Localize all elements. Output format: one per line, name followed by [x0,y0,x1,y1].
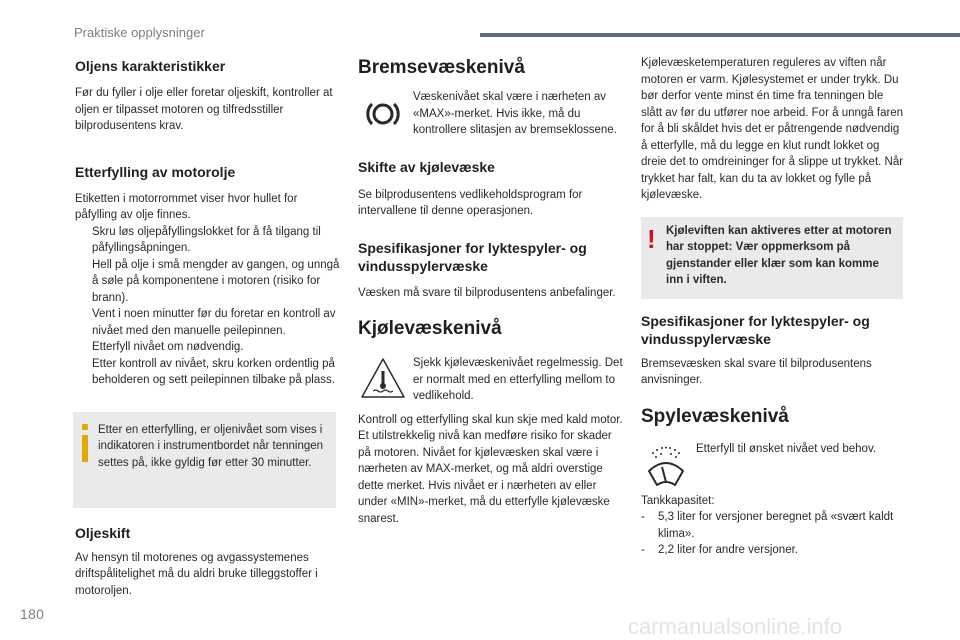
coolant-level-block [358,355,623,405]
dash-glyph: - [641,544,645,556]
watermark: carmanualsonline.info [628,614,843,639]
fan-warning-text: Kjøleviften kan aktiveres etter at motoren har stoppet: Vær oppmerksom på gjenstander eller klær som kan komme inn i viften. [666,224,892,286]
brake-warning-icon [358,89,408,139]
oil-info-box [73,412,336,508]
column-left [75,50,340,599]
column-middle [358,50,623,527]
washer-level-icon-text: Etterfyll til ønsket nivået ved behov. [696,442,877,455]
spec-text-brake: Bremsevæsken skal svare til bilprodusentens anvisninger. [641,357,872,386]
list-item: Vent i noen minutter før du foretar en kontroll av nivået med den manuelle peilepinnen. [92,308,336,337]
list-item: - 5,3 liter for versjoner beregnet på «svært kaldt klima». [641,511,894,540]
coolant-level-heading: Kjølevæskenivå [358,318,502,339]
coolant-temperature-icon [358,355,408,405]
list-item: Etterfyll nivået om nødvendig. [92,341,244,353]
oil-change-heading: Oljeskift [75,524,131,541]
spec-text-washer: Væsken må svare til bilprodusentens anbefalinger. [358,286,616,299]
dash-glyph: - [641,511,645,523]
list-item: Skru løs oljepåfyllingslokket for å få tilgang til påfyllingsåpningen. [92,225,321,254]
oil-info-text: Etter en etterfylling, er oljenivået som vises i indikatoren i instrumentbordet når tenningen settes på, ikke gyldig før etter 30 minutter. [98,423,324,469]
oil-refill-intro: Etiketten i motorrommet viser hvor hullet for påfylling av olje finnes. [75,192,298,221]
brake-fluid-block [358,89,623,139]
capacity-label: Tankkapasitet: [641,494,715,507]
coolant-change-text: Se bilprodusentens vedlikeholdsprogram for intervallene til denne operasjonen. [358,188,583,217]
spec-heading-washer: Spesifikasjoner for lyktespyler- og vindusspylervæske [358,239,587,274]
oil-change-text: Av hensyn til motorenes og avgassystemenes driftspålitelighet må du aldri bruke tilleggstoffer i motoroljen. [75,551,318,597]
spec-heading-brake: Spesifikasjoner for lyktespyler- og vindusspylervæske [641,312,870,347]
coolant-temperature-text: Kjølevæsketemperaturen reguleres av viften når motoren er varm. Kjølesystemet er under trykk. Du bør derfor vente minst én time fra tenningen ble slått av før du utfører noe arbeid. For å unngå faren for å bli skåldet hvis det er påtrengende nødvendig å etterfylle, må du legge en klut rundt lokket og dreie det to omdreininger for å slippe ut trykket. Når trykket har falt, kan du ta av lokket og fylle på kjølevæske. [641,57,904,201]
capacity-list [641,509,906,559]
header-section-title: Praktiske opplysninger [74,25,205,40]
list-item: Hell på olje i små mengder av gangen, og unngå å søle på komponentene i motoren (risiko for brann). [92,258,340,304]
oil-characteristics-heading: Oljens karakteristikker [75,58,226,74]
info-icon [82,424,88,462]
list-item: Etter kontroll av nivået, skru korken ordentlig på beholderen og sett peilepinnen tilbake på plass. [92,357,335,386]
coolant-level-icon-text: Sjekk kjølevæskenivået regelmessig. Det er normalt med en etterfylling mellom to vedlikehold. [413,357,623,402]
brake-fluid-text: Væskenivået skal være i nærheten av «MAX»-merket. Hvis ikke, må du kontrollere slitasjen av bremseklossene. [413,91,617,136]
brake-fluid-heading: Bremsevæskenivå [358,57,525,78]
washer-level-block [641,441,906,487]
coolant-level-text: Kontroll og etterfylling skal kun skje med kald motor. Et utilstrekkelig nivå kan medføre risiko for skader på motoren. Nivået for kjølevæsken skal være i nærheten av MAX-merket, og må aldri overstige dette merket. Hvis nivået er i nærheten av eller under «MIN»-merket, må du etterfylle kjølevæske snarest. [358,413,623,525]
oil-characteristics-text: Før du fyller i olje eller foretar oljeskift, kontroller at oljen er tilpasset motoren og tilfredsstiller bilprodusentens krav. [75,87,333,132]
column-right [641,50,906,559]
fan-warning-box [641,217,903,299]
oil-refill-heading: Etterfylling av motorolje [75,163,236,180]
page-number: 180 [20,606,45,622]
washer-level-heading: Spylevæskenivå [641,405,789,427]
washer-fluid-icon [641,441,691,491]
coolant-change-heading: Skifte av kjølevæske [358,158,495,175]
header-accent-bar [480,33,960,37]
oil-refill-list [75,224,340,389]
warning-icon: ! [647,223,656,254]
list-item: - 2,2 liter for andre versjoner. [641,542,906,559]
